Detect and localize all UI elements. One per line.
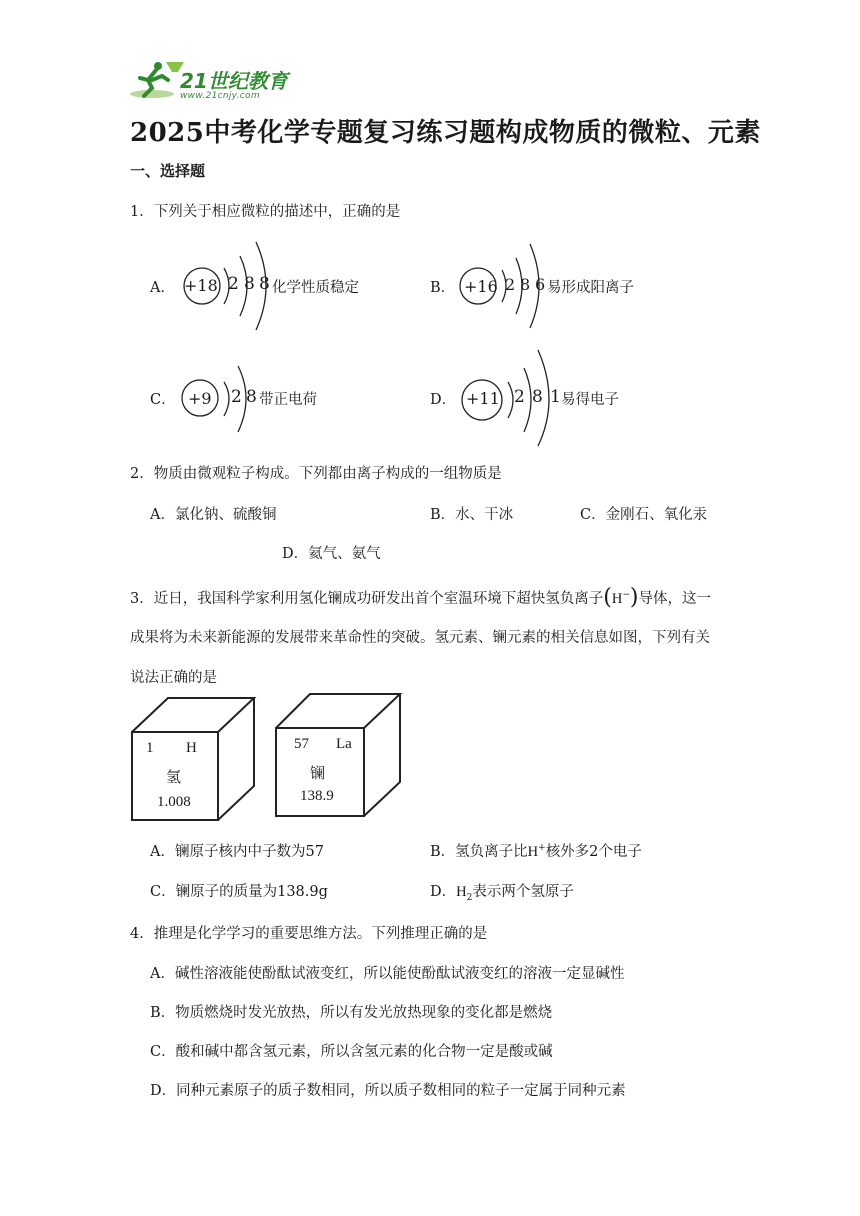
q2-stem: 2．物质由微观粒子构成。下列都由离子构成的一组物质是 bbox=[130, 466, 502, 482]
q3-option-d-formula: H bbox=[456, 884, 467, 900]
q3-option-d-label: D． bbox=[430, 884, 457, 900]
q1-option-d-label: D． bbox=[430, 392, 457, 408]
q2-option-b: B．水、干冰 bbox=[430, 507, 514, 523]
q1-option-a-shell-3: 8 bbox=[259, 274, 270, 294]
q3-stem-line-2: 成果将为未来新能源的发展带来革命性的突破。氢元素、镧元素的相关信息如图，下列有关 bbox=[130, 630, 710, 646]
q4-option-a: A．碱性溶液能使酚酞试液变红，所以能使酚酞试液变红的溶液一定显碱性 bbox=[150, 966, 625, 982]
logo-text: 21世纪教育 bbox=[180, 69, 288, 93]
q3-la-mass: 138.9 bbox=[300, 788, 334, 804]
q3-ion-symbol: H bbox=[611, 591, 623, 607]
q1-option-c-shell-1: 2 bbox=[231, 387, 242, 407]
q3-option-d-text: 表示两个氢原子 bbox=[472, 884, 574, 900]
q4-option-c: C．酸和碱中都含氢元素，所以含氢元素的化合物一定是酸或碱 bbox=[150, 1044, 553, 1060]
q1-option-a-label: A． bbox=[150, 280, 175, 296]
q1-option-d-shell-3: 1 bbox=[550, 387, 561, 407]
q3-ion-charge: − bbox=[622, 590, 630, 601]
q1-option-b-shell-2: 8 bbox=[520, 275, 531, 294]
q2-option-d: D．氦气、氨气 bbox=[282, 546, 381, 562]
q3-option-b-part-2: 核外多2个电子 bbox=[545, 844, 642, 860]
q2-option-a: A．氯化钠、硫酸铜 bbox=[150, 507, 277, 523]
q1-option-c-label: C． bbox=[150, 392, 176, 408]
q3-h-mass: 1.008 bbox=[157, 794, 191, 810]
q3-option-b bbox=[430, 840, 642, 861]
q1-option-d-desc: 易得电子 bbox=[561, 392, 619, 408]
q3-h-number: 1 bbox=[146, 740, 154, 756]
q4-option-b: B．物质燃烧时发光放热，所以有发光放热现象的变化都是燃烧 bbox=[150, 1005, 553, 1021]
q3-h-name: 氢 bbox=[166, 770, 182, 786]
q3-la-number: 57 bbox=[294, 736, 309, 752]
q1-option-b-label: B． bbox=[430, 280, 456, 296]
q1-option-b-shell-3: 6 bbox=[535, 275, 546, 294]
q1-option-d-nucleus: +11 bbox=[466, 389, 500, 408]
q4-stem: 4．推理是化学学习的重要思维方法。下列推理正确的是 bbox=[130, 926, 488, 942]
q3-h-symbol: H bbox=[186, 740, 197, 756]
q1-option-c-nucleus: +9 bbox=[188, 389, 212, 408]
q3-la-symbol: La bbox=[336, 736, 352, 752]
logo-url: www.21cnjy.com bbox=[180, 91, 260, 101]
q1-option-c-shell-2: 8 bbox=[246, 387, 257, 407]
q1-option-b-nucleus: +16 bbox=[464, 277, 498, 296]
q3-option-b-charge: + bbox=[538, 843, 546, 854]
q1-option-b-shell-1: 2 bbox=[505, 275, 516, 294]
q1-option-d-shell-1: 2 bbox=[514, 387, 525, 407]
q1-option-a-shell-2: 8 bbox=[244, 274, 255, 294]
page-title: 2025中考化学专题复习练习题构成物质的微粒、元素 bbox=[130, 118, 761, 148]
q1-option-d-shell-2: 8 bbox=[532, 387, 543, 407]
q3-option-b-ion: H bbox=[527, 844, 539, 860]
q3-stem-line-3: 说法正确的是 bbox=[130, 670, 217, 686]
q3-option-a: A．镧原子核内中子数为57 bbox=[150, 844, 324, 860]
section-heading: 一、选择题 bbox=[130, 162, 206, 180]
q3-option-d bbox=[430, 880, 574, 903]
q1-option-a-shell-1: 2 bbox=[228, 274, 239, 294]
q3-stem-part-1: 3．近日，我国科学家利用氢化镧成功研发出首个室温环境下超快氢负离子 bbox=[130, 591, 604, 607]
q1-stem: 1．下列关于相应微粒的描述中，正确的是 bbox=[130, 204, 401, 220]
q3-la-name: 镧 bbox=[310, 766, 326, 782]
q3-option-c: C．镧原子的质量为138.9g bbox=[150, 884, 328, 900]
logo bbox=[128, 58, 298, 104]
q3-option-b-part-1: B．氢负离子比 bbox=[430, 844, 528, 860]
q3-stem-line-1: 3．近日，我国科学家利用氢化镧成功研发出首个室温环境下超快氢负离子(H−)导体，这一 bbox=[130, 585, 711, 610]
q1-option-a-nucleus: +18 bbox=[184, 276, 218, 295]
q3-lanthanum-cube bbox=[274, 692, 406, 822]
q1-option-c-desc: 带正电荷 bbox=[259, 392, 317, 408]
q3-option-d-subscript: 2 bbox=[466, 892, 473, 903]
q4-option-d: D．同种元素原子的质子数相同，所以质子数相同的粒子一定属于同种元素 bbox=[150, 1083, 626, 1099]
q2-option-c: C．金刚石、氧化汞 bbox=[580, 507, 708, 523]
q1-option-b-desc: 易形成阳离子 bbox=[547, 280, 634, 296]
q3-hydrogen-cube bbox=[130, 694, 260, 824]
q1-option-a-desc: 化学性质稳定 bbox=[272, 280, 359, 296]
q3-stem-part-2: 导体，这一 bbox=[638, 591, 711, 607]
